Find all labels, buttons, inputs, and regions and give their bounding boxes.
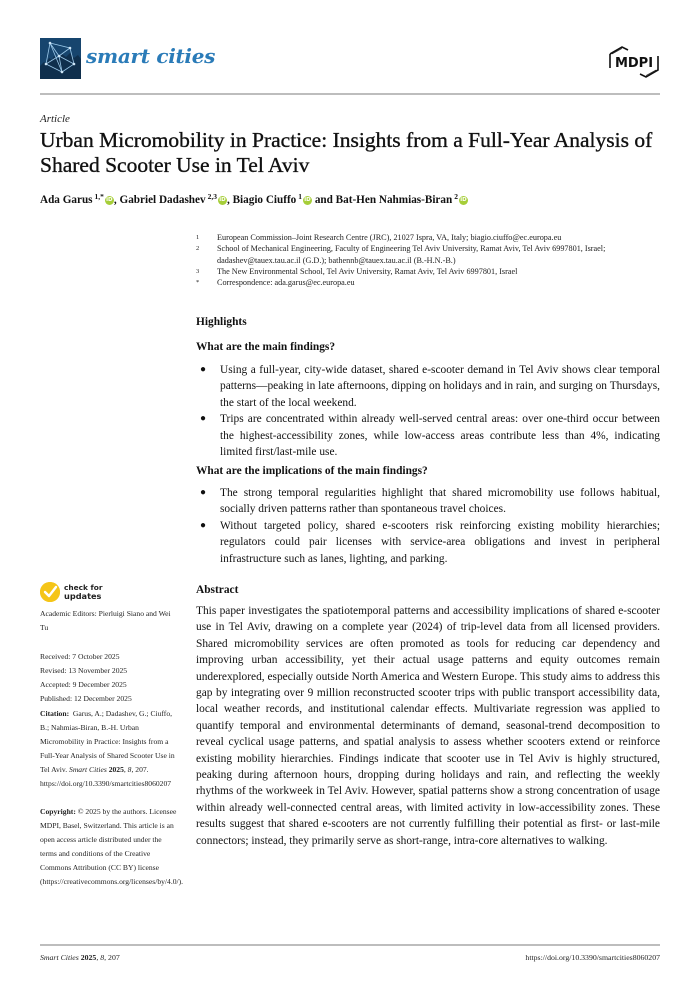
published-date: Published: 12 December 2025 (40, 694, 132, 703)
citation-block: Citation: Garus, A.; Dadashev, G.; Ciuffo, B.; Nahmias-Biran, B.-H. Urban Micromobility in Practice: Insights from a Full-Year Analysis of Shared Scooter Use in Tel Aviv. Smart Cities 2025, 8, 207. https://doi.org/10.3390/smartcities8060207 (40, 709, 175, 788)
footer-divider (40, 944, 660, 946)
academic-editors: Academic Editors: Pierluigi Siano and Wei Tu (40, 609, 171, 632)
copyright-text: © 2025 by the authors. Licensee MDPI, Basel, Switzerland. This article is an open access article distributed under the terms and conditions of the Creative Commons Attribution (CC BY) license (https://creativecommons.org/licenses/by/4.0/). (40, 807, 184, 886)
bullet-icon: ● (200, 519, 207, 531)
author-name: Biagio Ciuffo (232, 194, 297, 206)
revised-date: Revised: 13 November 2025 (40, 666, 128, 675)
header-divider (40, 93, 660, 95)
orcid-icon[interactable]: iD (460, 197, 467, 203)
list-item: ● Trips are concentrated within already well-served central areas: over one-third occur between the highest-accessibility zones, while low-access areas contribute less than 4%, indicating limited first/last-mile use. (196, 411, 660, 460)
list-item: ● Without targeted policy, shared e-scooters risk reinforcing existing mobility hierarchies; regulators could pair licenses with service-area obligations and invest in peripheral infrastructure such as lanes, lighting, and parking. (196, 518, 660, 567)
implications-list (196, 485, 660, 567)
author-affiliation-sup: 1 (298, 192, 303, 201)
checkmark-badge-icon (40, 582, 60, 602)
author-list: Ada Garus $^{1,*}$ iD, Gabriel Dadashev $^{2,3}$ iD, Biagio Ciuffo $^1$ iD and Bat-Hen Nahmias-Biran $^2$ iD (40, 192, 467, 206)
author-affiliation-sup: 2,3 (207, 192, 217, 201)
journal-name: smart cities (86, 44, 216, 68)
highlights-heading: Highlights (196, 316, 247, 328)
main-findings-list (196, 362, 660, 460)
accepted-date: Accepted: 9 December 2025 (40, 680, 127, 689)
check-for-updates-button[interactable] (40, 582, 102, 602)
implications-question: What are the implications of the main findings? (196, 465, 428, 477)
copyright-label: Copyright: (40, 807, 76, 816)
abstract-text: This paper investigates the spatiotemporal patterns and accessibility implications of shared e-scooter use in Tel Aviv, drawing on a complete year (2024) of trip-level data from all licensed providers. Shared micromobility services are often promoted as tools for reducing car dependency and improving urban accessibility, yet their actual usage patterns and equity outcomes remain underexplored, especially outside North America and Western Europe. This study aims to address this gap by integrating over 9 million reconstructed scooter trips with public transport accessibility data, local weather records, and institutional calendar effects. Multivariate regression was applied to quantify temporal and environmental determinants of demand, seasonal-trend decomposition to reveal cyclical usage patterns, and spatial analysis to assess whether scooters extend or reinforce existing mobility hierarchies. Findings indicate that scooter use in Tel Aviv is highly structured, peaking during afternoon hours, dropping during holidays and rain, and reflecting the weekly rhythms of the workweek in Tel Aviv. However, spatial patterns show a strong concentration of usage within already well-connected central areas, with limited activity in low-accessibility zones. These results suggest that shared e-scooters are not currently fulfilling their potential as first- or last-mile connectors; instead, they primarily serve as short-range, intra-core alternatives to walking. (196, 605, 660, 847)
publication-dates (40, 650, 180, 706)
list-item: ● The strong temporal regularities highlight that shared micromobility use follows habitual, socially driven patterns rather than spontaneous travel choices. (196, 485, 660, 518)
main-findings-question: What are the main findings? (196, 341, 336, 353)
orcid-icon[interactable]: iD (304, 197, 311, 203)
affiliation-item: 1 European Commission–Joint Research Centre (JRC), 21027 Ispra, VA, Italy; biagio.ciuffo@ec.europa.eu (196, 233, 562, 242)
citation-label: Citation: (40, 709, 70, 718)
author-name: Gabriel Dadashev (119, 194, 206, 206)
author-name: Ada Garus (40, 194, 93, 206)
copyright-block (40, 805, 184, 889)
citation-doi-link[interactable]: , 207. https://doi.org/10.3390/smartcities8060207 (40, 765, 172, 788)
affiliation-item: 2 School of Mechanical Engineering, Faculty of Engineering Tel Aviv University, Ramat Aviv, Tel Aviv 6997801, Israel; dadashev@tauex.tau.ac.il (G.D.); bathennb@tauex.tau.ac.il (B.-H.N.-B.) (196, 244, 606, 265)
abstract-heading: Abstract (196, 584, 239, 596)
article-type: Article (40, 113, 70, 125)
bullet-icon: ● (200, 413, 207, 425)
list-item: ● Using a full-year, city-wide dataset, shared e-scooter demand in Tel Aviv shows clear temporal patterns—peaking in late afternoons, dipping on holidays and in rain, and surging on Thursdays, the start of the local weekend. (196, 362, 660, 411)
orcid-icon[interactable]: iD (106, 197, 113, 203)
check-updates-label: check for updates (64, 582, 103, 601)
author-affiliation-sup: 1,* (94, 192, 104, 201)
svg-text:MDPI: MDPI (614, 56, 654, 71)
footer-doi-link[interactable]: https://doi.org/10.3390/smartcities8060207 (525, 953, 660, 962)
author-name: Bat-Hen Nahmias-Biran (335, 194, 453, 206)
received-date: Received: 7 October 2025 (40, 652, 120, 661)
footer-journal-ref: Smart Cities 2025, 8, 207 (40, 953, 120, 962)
network-city-logo-icon (40, 38, 81, 79)
mdpi-logo-icon (608, 44, 660, 80)
orcid-icon[interactable]: iD (219, 197, 226, 203)
affiliation-item: 3 The New Environmental School, Tel Aviv University, Ramat Aviv, Tel Aviv 6997801, Israel (196, 266, 518, 276)
author-affiliation-sup: 2 (454, 192, 458, 201)
correspondence: * Correspondence: ada.garus@ec.europa.eu (196, 278, 355, 288)
article-title: Urban Micromobility in Practice: Insights from a Full-Year Analysis of Shared Scooter Use in Tel Aviv (40, 128, 653, 177)
affiliations (196, 232, 666, 288)
bullet-icon: ● (200, 364, 207, 375)
bullet-icon: ● (200, 487, 207, 498)
